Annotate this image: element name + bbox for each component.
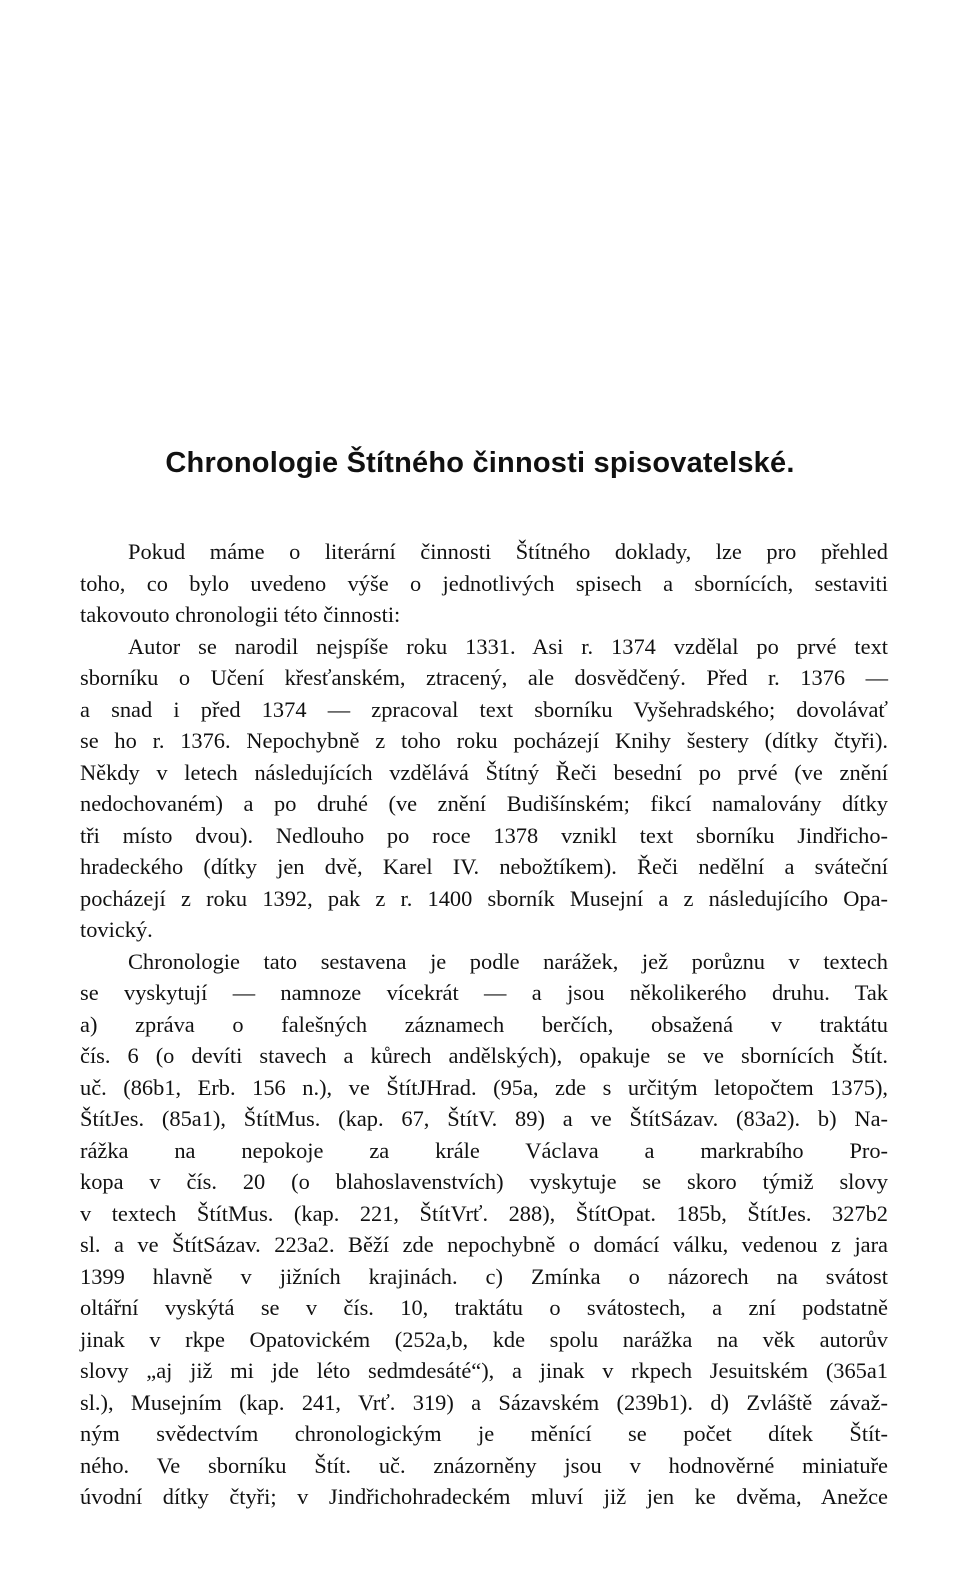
text-line: toho, co bylo uvedeno výše o jednotlivých spisech a sbornících, sestaviti	[80, 570, 888, 596]
text-line: Chronologie tato sestavena je podle narážek, jež porůznu v textech	[128, 948, 888, 974]
text-line: slovy „aj již mi jde léto sedmdesáté“), a jinak v rkpech Jesuitském (365a1	[80, 1358, 888, 1383]
text-line: a snad i před 1374 — zpracoval text sborníku Vyšehradského; dovolávať	[80, 696, 888, 722]
text-line: Autor se narodil nejspíše roku 1331. Asi r. 1374 vzdělal po prvé text	[128, 633, 888, 659]
text-line: v textech ŠtítMus. (kap. 221, ŠtítVrť. 288), ŠtítOpat. 185b, ŠtítJes. 327b2	[80, 1200, 888, 1226]
text-line: se ho r. 1376. Nepochybně z toho roku pocházejí Knihy šestery (dítky čtyři).	[80, 728, 888, 753]
text-line: tovický.	[80, 917, 153, 942]
text-line: uč. (86b1, Erb. 156 n.), ve ŠtítJHrad. (95a, zde s určitým letopočtem 1375),	[80, 1074, 888, 1100]
text-line: ným svědectvím chronologickým je měnící se počet dítek Štít-	[80, 1421, 888, 1446]
text-line: sl. a ve ŠtítSázav. 223a2. Běží zde nepochybně o domácí válku, vedenou z jara	[80, 1232, 888, 1257]
text-line: tři místo dvou). Nedlouho po roce 1378 vznikl text sborníku Jindřicho-	[80, 822, 888, 848]
text-line: nedochovaném) a po druhé (ve znění Budišínském; fikcí namalovány dítky	[80, 791, 888, 816]
text-line: pocházejí z roku 1392, pak z r. 1400 sborník Musejní a z následujícího Opa-	[80, 885, 888, 911]
text-line: ného. Ve sborníku Štít. uč. znázorněny jsou v hodnověrné miniatuře	[80, 1452, 888, 1478]
text-line: Někdy v letech následujících vzdělává Štítný Řeči besední po prvé (ve znění	[80, 759, 888, 785]
text-line: se vyskytují — namnoze vícekrát — a jsou několikerého druhu. Tak	[80, 980, 888, 1005]
text-line: Pokud máme o literární činnosti Štítného doklady, lze pro přehled	[128, 539, 888, 564]
text-line: a) zpráva o falešných záznamech berčích, obsažená v traktátu	[80, 1011, 888, 1037]
text-line: jinak v rkpe Opatovickém (252a,b, kde spolu narážka na věk autorův	[80, 1326, 888, 1352]
page-title: Chronologie Štítného činnosti spisovatelské.	[165, 447, 795, 479]
text-line: hradeckého (dítky jen dvě, Karel IV. nebožtíkem). Řeči nedělní a sváteční	[80, 854, 888, 879]
text-line: 1399 hlavně v jižních krajinách. c) Zmínka o názorech na svátost	[80, 1263, 888, 1289]
text-line: úvodní dítky čtyři; v Jindřichohradeckém mluví již jen ke dvěma, Anežce	[80, 1484, 888, 1509]
text-line: sl.), Musejním (kap. 241, Vrť. 319) a Sázavském (239b1). d) Zvláště závaž-	[80, 1389, 888, 1415]
text-line: rážka na nepokoje za krále Václava a markrabího Pro-	[80, 1137, 888, 1163]
text-line: takovouto chronologii této činnosti:	[80, 602, 401, 627]
body-text	[80, 536, 888, 1513]
text-line: sborníku o Učení křesťanském, ztracený, ale dosvědčený. Před r. 1376 —	[80, 665, 888, 690]
text-line: kopa v čís. 20 (o blahoslavenstvích) vyskytuje se skoro týmiž slovy	[80, 1169, 888, 1194]
text-line: oltářní vyskýtá se v čís. 10, traktátu o svátostech, a zní podstatně	[80, 1295, 888, 1320]
text-line: ŠtítJes. (85a1), ŠtítMus. (kap. 67, ŠtítV. 89) a ve ŠtítSázav. (83a2). b) Na-	[80, 1106, 888, 1131]
text-line: čís. 6 (o devíti stavech a kůrech andělských), opakuje se ve sbornících Štít.	[80, 1043, 888, 1068]
